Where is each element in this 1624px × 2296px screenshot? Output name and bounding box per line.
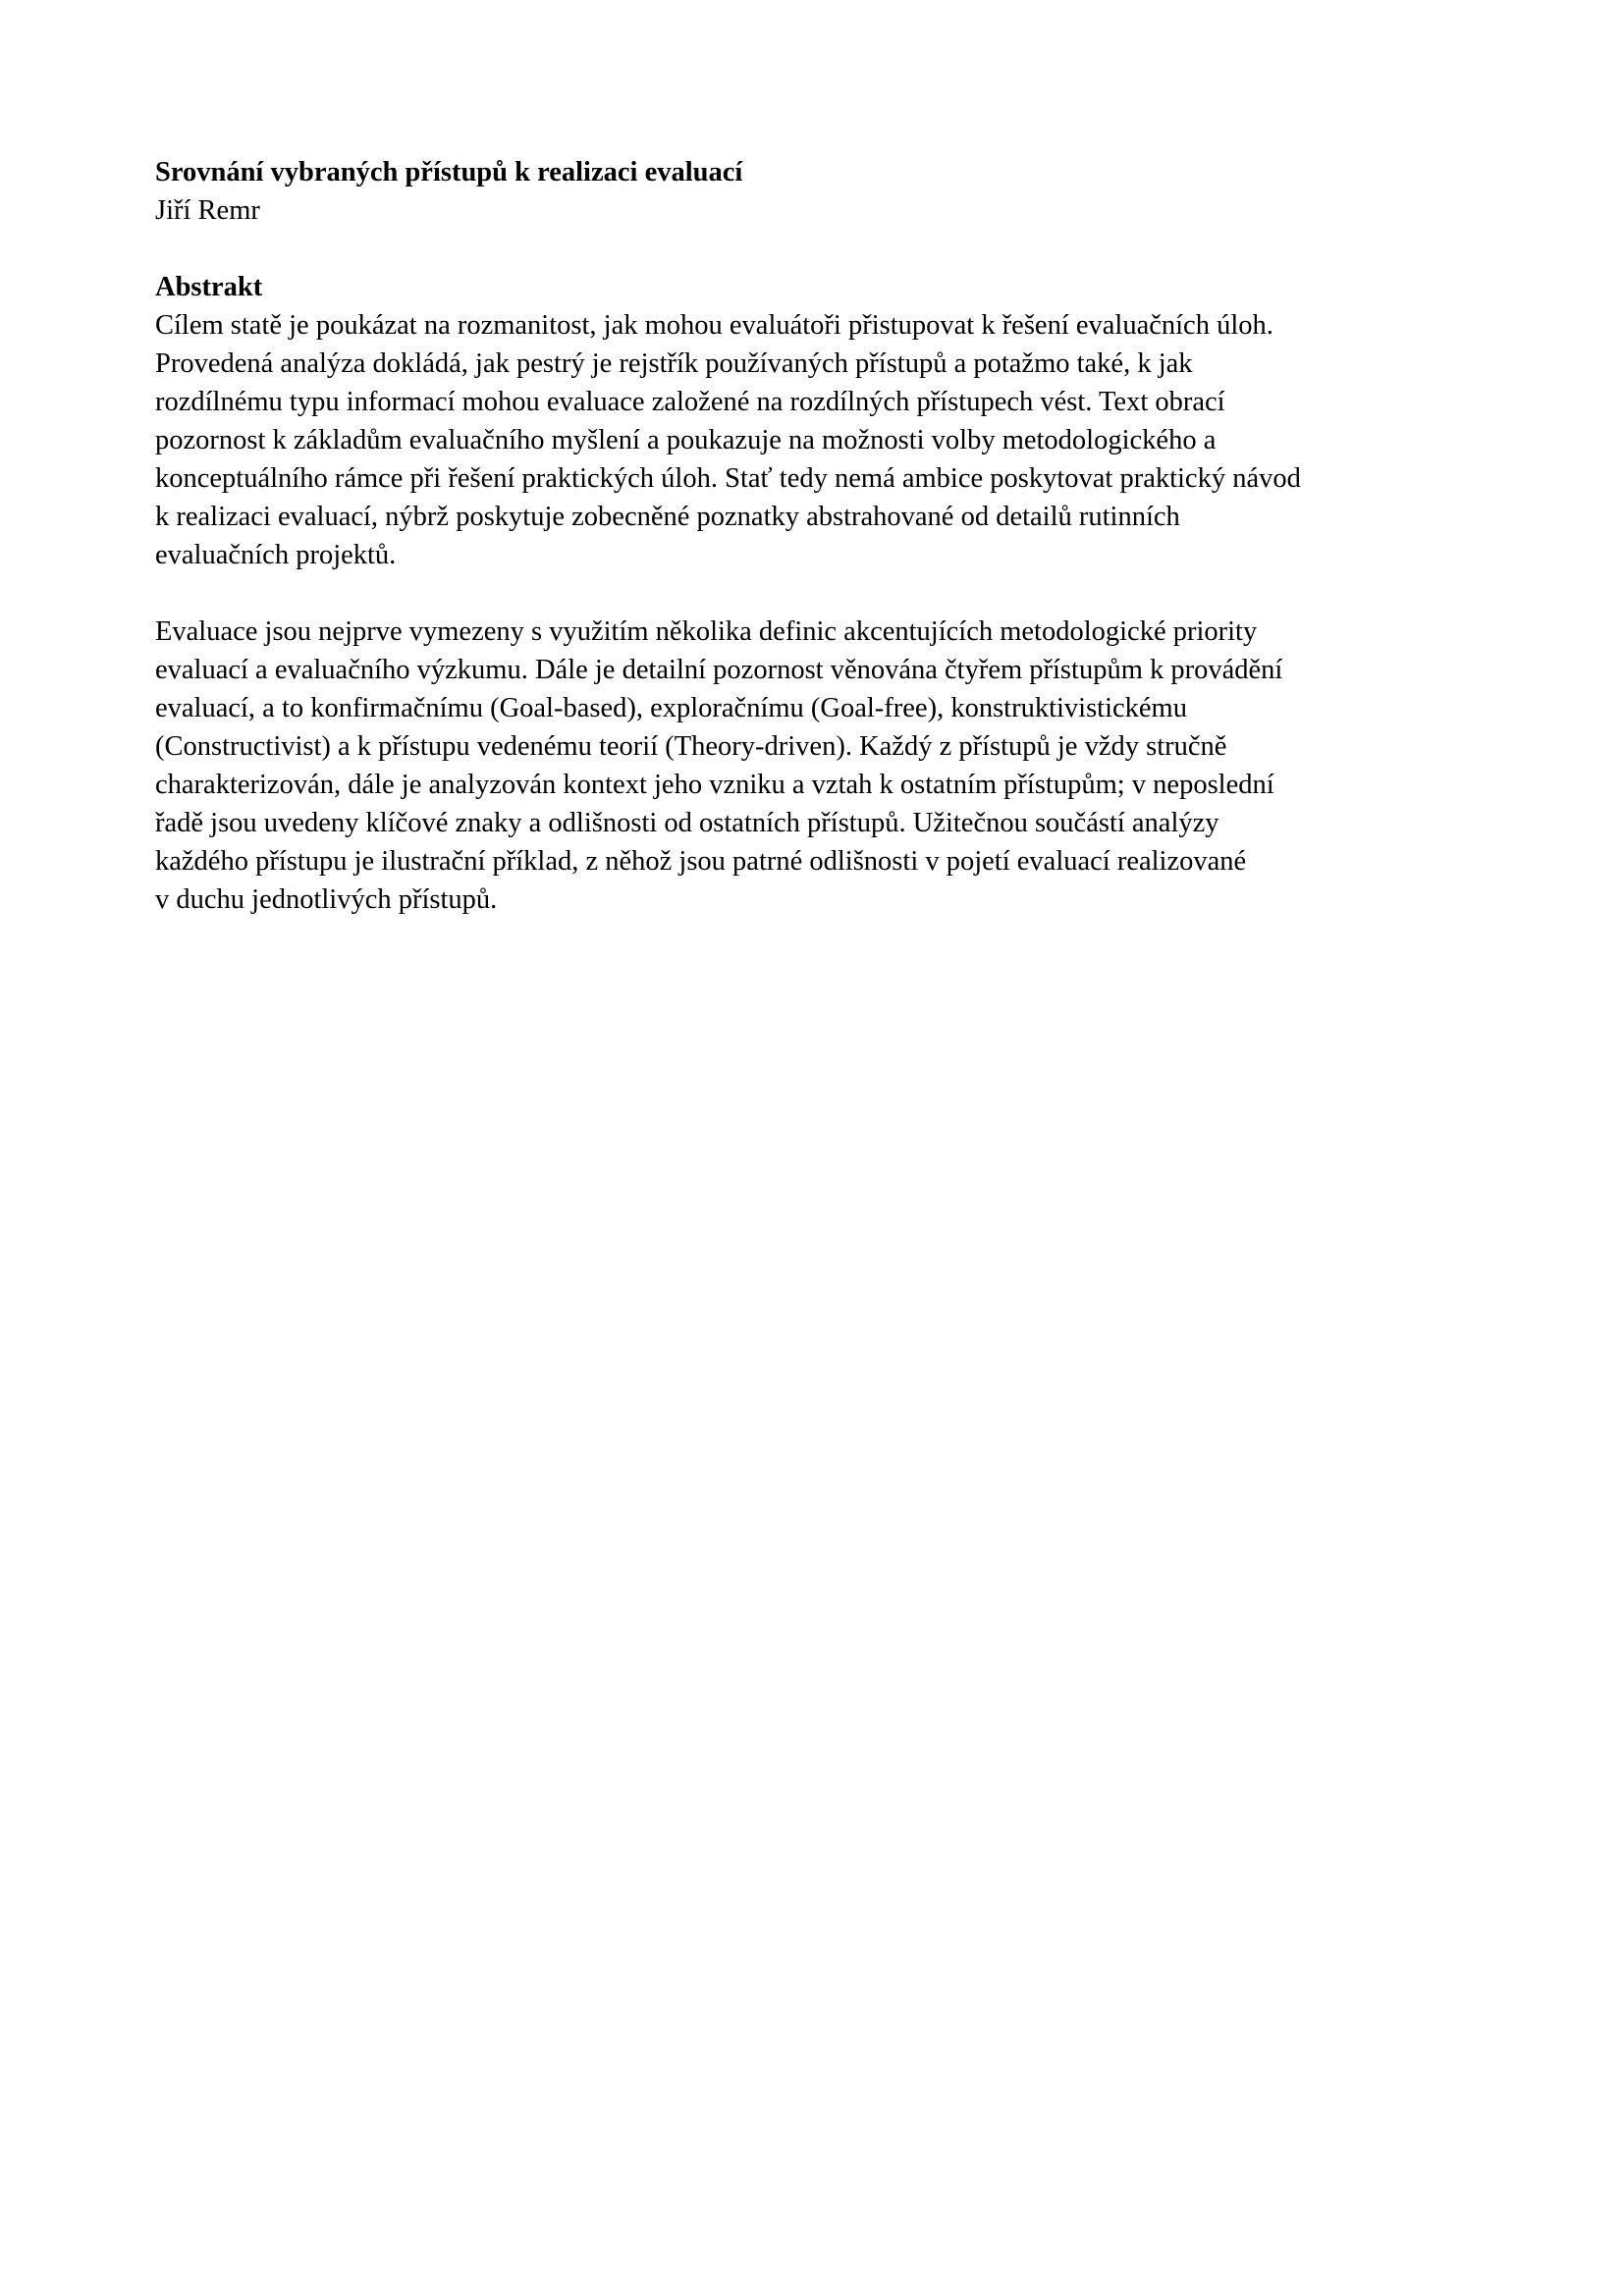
paragraph-line: řadě jsou uvedeny klíčové znaky a odlišnosti od ostatních přístupů. Užitečnou součástí analýzy: [155, 808, 1219, 838]
paragraph-line: pozornost k základům evaluačního myšlení a poukazuje na možnosti volby metodologického a: [155, 425, 1217, 455]
spacer: [155, 574, 1481, 613]
abstract-paragraph-2: [155, 613, 1481, 919]
abstract-paragraph-1: [155, 306, 1481, 574]
document-author: Jiří Remr: [155, 195, 260, 226]
document-content: [155, 153, 1481, 919]
paragraph-line: konceptuálního rámce při řešení praktických úloh. Stať tedy nemá ambice poskytovat praktický návod: [155, 463, 1301, 494]
paragraph-line: evaluací a evaluačního výzkumu. Dále je detailní pozornost věnována čtyřem přístupům k provádění: [155, 655, 1283, 685]
paragraph-line: k realizaci evaluací, nýbrž poskytuje zobecněné poznatky abstrahované od detailů rutinních: [155, 502, 1180, 532]
paragraph-line: v duchu jednotlivých přístupů.: [155, 884, 498, 915]
spacer: [155, 230, 1481, 268]
paragraph-line: Cílem statě je poukázat na rozmanitost, jak mohou evaluátoři přistupovat k řešení evaluačních úloh.: [155, 310, 1273, 341]
abstract-heading: Abstrakt: [155, 272, 263, 302]
paragraph-line: rozdílnému typu informací mohou evaluace založené na rozdílných přístupech vést. Text obrací: [155, 387, 1225, 417]
paragraph-line: charakterizován, dále je analyzován kontext jeho vzniku a vztah k ostatním přístupům; v neposlední: [155, 770, 1274, 800]
paragraph-line: Evaluace jsou nejprve vymezeny s využitím několika definic akcentujících metodologické priority: [155, 616, 1258, 647]
document-title: Srovnání vybraných přístupů k realizaci evaluací: [155, 157, 743, 187]
paragraph-line: každého přístupu je ilustrační příklad, z něhož jsou patrné odlišnosti v pojetí evaluací realizované: [155, 846, 1247, 877]
paragraph-line: (Constructivist) a k přístupu vedenému teorií (Theory-driven). Každý z přístupů je vždy stručně: [155, 731, 1227, 762]
paragraph-line: evaluací, a to konfirmačnímu (Goal-based), exploračnímu (Goal-free), konstruktivistickému: [155, 693, 1187, 723]
paragraph-line: evaluačních projektů.: [155, 540, 397, 570]
paragraph-line: Provedená analýza dokládá, jak pestrý je rejstřík používaných přístupů a potažmo také, k jak: [155, 348, 1193, 379]
